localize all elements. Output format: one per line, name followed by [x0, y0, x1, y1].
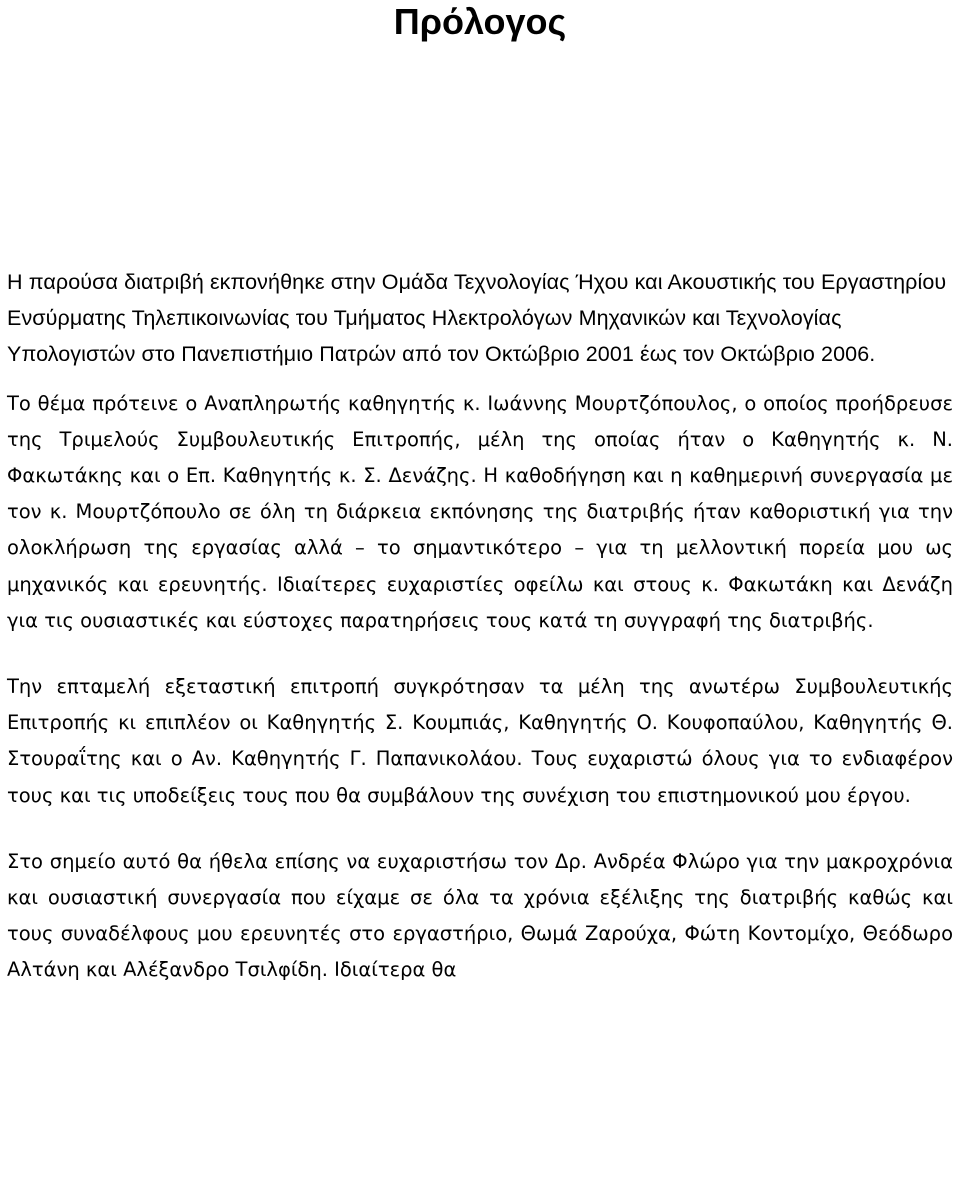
- page-title: Πρόλογος: [393, 1, 567, 42]
- title-spacer: [7, 42, 953, 264]
- paragraph-2: Το θέμα πρότεινε ο Αναπληρωτής καθηγητής κ. Ιωάννης Μουρτζόπουλος, ο οποίος προήδρευσε της Τριμελούς Συμβουλευτικής Επιτροπής, μέλη της οποίας ήταν ο Καθηγητής κ. Ν. Φακωτάκης και ο Επ. Καθηγητής κ. Σ. Δενάζης. Η καθοδήγηση και η καθημερινή συνεργασία με τον κ. Μουρτζόπουλο σε όλη τη διάρκεια εκπόνησης της διατριβής ήταν καθοριστική για την ολοκλήρωση της εργασίας αλλά – το σημαντικότερο – για τη μελλοντική πορεία μου ως μηχανικός και ερευνητής. Ιδιαίτερες ευχαριστίες οφείλω και στους κ. Φακωτάκη και Δενάζη για τις ουσιαστικές και εύστοχες παρατηρήσεις τους κατά τη συγγραφή της διατριβής.: [7, 391, 953, 632]
- paragraph-3: Την επταμελή εξεταστική επιτροπή συγκρότησαν τα μέλη της ανωτέρω Συμβουλευτικής Επιτροπής κι επιπλέον οι Καθηγητής Σ. Κουμπιάς, Καθηγητής Ο. Κουφοπαύλου, Καθηγητής Θ. Στουραΐτης και ο Αν. Καθηγητής Γ. Παπανικολάου. Τους ευχαριστώ όλους για το ενδιαφέρον τους και τις υποδείξεις τους που θα συμβάλουν της συνέχιση του επιστημονικού μου έργου.: [7, 675, 953, 807]
- paragraph-1: Η παρούσα διατριβή εκπονήθηκε στην Ομάδα Τεχνολογίας Ήχου και Ακουστικής του Εργαστηρίου Ενσύρματης Τηλεπικοινωνίας του Τμήματος Ηλεκτρολόγων Μηχανικών και Τεχνολογίας Υπολογιστών στο Πανεπιστήμιο Πατρών από τον Οκτώβριο 2001 έως τον Οκτώβριο 2006.: [7, 270, 947, 367]
- document-page: [7, 0, 953, 989]
- paragraph-4: Στο σημείο αυτό θα ήθελα επίσης να ευχαριστήσω τον Δρ. Ανδρέα Φλώρο για την μακροχρόνια και ουσιαστική συνεργασία που είχαμε σε όλα τα χρόνια εξέλιξης της διατριβής καθώς και τους συναδέλφους μου ερευνητές στο εργαστήριο, Θωμά Ζαρούχα, Φώτη Κοντομίχο, Θεόδωρο Αλτάνη και Αλέξανδρο Τσιλφίδη. Ιδιαίτερα θα: [7, 849, 953, 982]
